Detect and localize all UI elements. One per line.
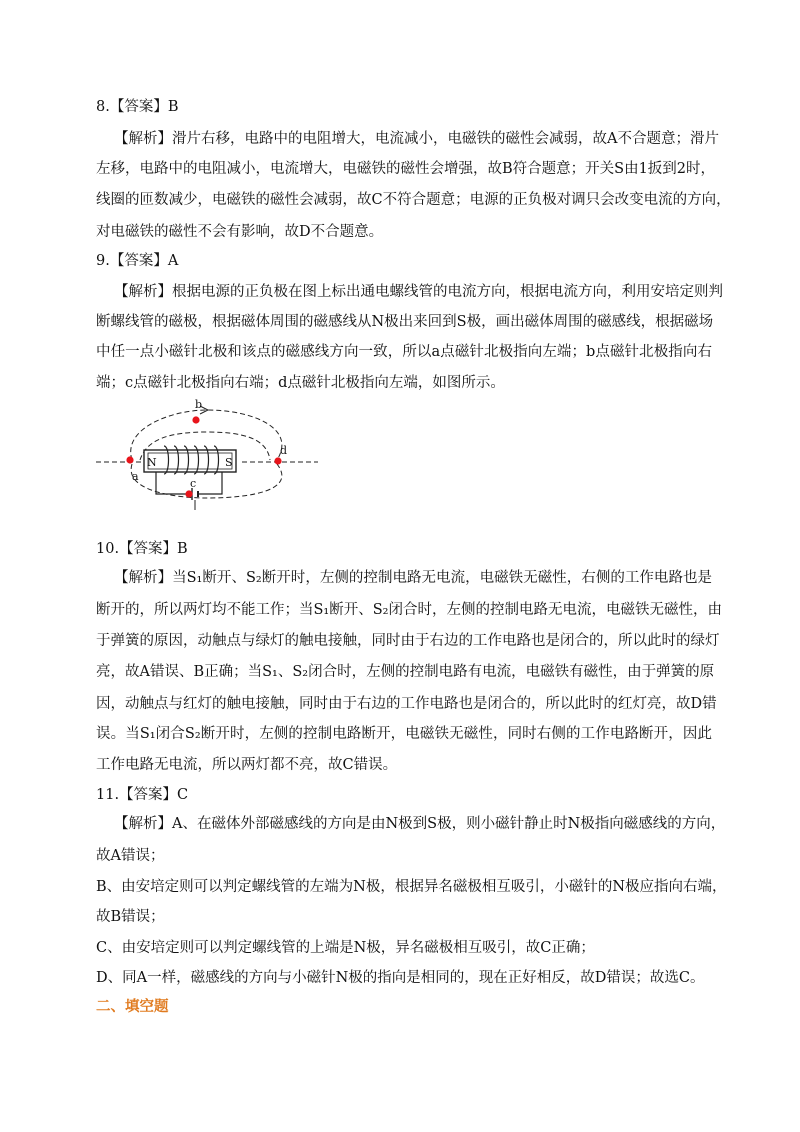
label-point-c: c xyxy=(190,477,197,490)
section-2-title: 二、填空题 xyxy=(96,999,169,1015)
q9-explanation-line-4: 端；c点磁针北极指向右端；d点磁针北极指向左端，如图所示。 xyxy=(96,375,505,391)
label-point-d: d xyxy=(280,444,288,457)
q8-explanation-line-4: 对电磁铁的磁性不会有影响，故D不合题意。 xyxy=(96,224,384,240)
label-point-b: b xyxy=(195,398,203,411)
q11-answer-header: 11.【答案】C xyxy=(96,787,189,803)
point-c-dot xyxy=(185,490,192,497)
q11-explanation-line-1: 【解析】A、在磁体外部磁感线的方向是由N极到S极，则小磁针静止时N极指向磁感线的方向， xyxy=(114,816,726,832)
point-d-dot xyxy=(274,457,281,464)
q10-explanation-line-3: 于弹簧的原因，动触点与绿灯的触电接触，同时由于右边的工作电路也是闭合的，所以此时的绿灯 xyxy=(96,633,720,649)
q9-answer-header: 9.【答案】A xyxy=(96,253,179,269)
q10-explanation-line-4: 亮，故A错误、B正确；当S₁、S₂闭合时，左侧的控制电路有电流，电磁铁有磁性，由于弹簧的原 xyxy=(96,664,715,680)
label-n-pole: N xyxy=(147,456,157,469)
q11-explanation-line-5: C、由安培定则可以判定螺线管的上端是N极，异名磁极相互吸引，故C正确； xyxy=(96,940,595,956)
q10-explanation-line-5: 因，动触点与红灯的触电接触，同时由于右边的工作电路也是闭合的，所以此时的红灯亮，故D错 xyxy=(96,696,717,712)
q10-explanation-line-6: 误。当S₁闭合S₂断开时，左侧的控制电路断开，电磁铁无磁性，同时右侧的工作电路断开，因此 xyxy=(96,726,712,742)
point-a-dot xyxy=(126,456,133,463)
q8-explanation-line-3: 线圈的匝数减少，电磁铁的磁性会减弱，故C不符合题意；电源的正负极对调只会改变电流的方向， xyxy=(96,192,731,208)
q10-explanation-line-7: 工作电路无电流，所以两灯都不亮，故C错误。 xyxy=(96,757,398,773)
q10-explanation-line-2: 断开的，所以两灯均不能工作；当S₁断开、S₂闭合时，左侧的控制电路无电流，电磁铁无磁性，由 xyxy=(96,602,722,618)
q11-explanation-line-6: D、同A一样，磁感线的方向与小磁针N极的指向是相同的，现在正好相反，故D错误；故选C。 xyxy=(96,970,705,986)
circuit-wire-right xyxy=(198,472,222,494)
q8-explanation-line-1: 【解析】滑片右移，电路中的电阻增大，电流减小，电磁铁的磁性会减弱，故A不合题意；滑片 xyxy=(114,131,719,147)
q11-explanation-line-2: 故A错误； xyxy=(96,848,165,864)
solenoid-field-diagram xyxy=(92,398,322,514)
q9-explanation-line-1: 【解析】根据电源的正负极在图上标出通电螺线管的电流方向，根据电流方向，利用安培定则判 xyxy=(114,284,723,300)
q9-explanation-line-2: 断螺线管的磁极，根据磁体周围的磁感线从N极出来回到S极，画出磁体周围的磁感线，根据磁场 xyxy=(96,314,714,330)
q9-explanation-line-3: 中任一点小磁针北极和该点的磁感线方向一致，所以a点磁针北极指向左端；b点磁针北极指向右 xyxy=(96,344,712,360)
point-b-dot xyxy=(192,416,199,423)
q10-explanation-line-1: 【解析】当S₁断开、S₂断开时，左侧的控制电路无电流，电磁铁无磁性，右侧的工作电路也是 xyxy=(114,570,712,586)
q10-answer-header: 10.【答案】B xyxy=(96,541,188,557)
q8-explanation-line-2: 左移，电路中的电阻减小，电流增大，电磁铁的磁性会增强，故B符合题意；开关S由1扳到2时， xyxy=(96,161,716,177)
circuit-wire-left xyxy=(156,472,192,494)
q8-answer-header: 8.【答案】B xyxy=(96,99,179,115)
q11-explanation-line-4: 故B错误； xyxy=(96,909,165,925)
label-point-a: a xyxy=(132,470,139,483)
label-s-pole: S xyxy=(225,456,233,469)
q11-explanation-line-3: B、由安培定则可以判定螺线管的左端为N极，根据异名磁极相互吸引，小磁针的N极应指向右端， xyxy=(96,879,727,895)
